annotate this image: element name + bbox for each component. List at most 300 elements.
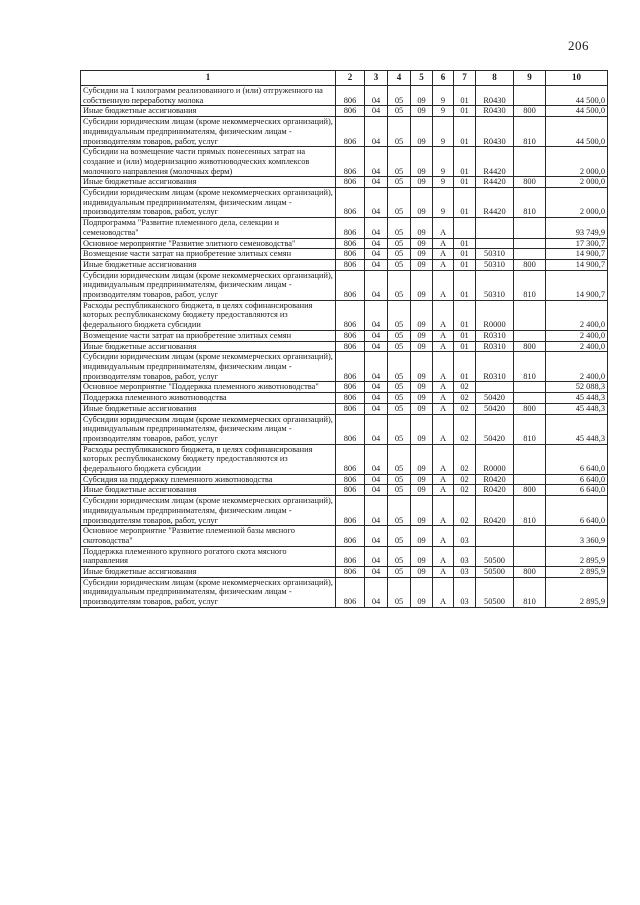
ministry-code: 806 bbox=[336, 106, 365, 117]
row-name: Расходы республиканского бюджета, в целях софинансирования которых республиканскому бюджету предоставляются из федерального бюджета субсидии bbox=[81, 444, 336, 474]
section-code: 04 bbox=[365, 567, 388, 578]
amount: 45 448,3 bbox=[546, 393, 608, 404]
program-code: 09 bbox=[411, 352, 433, 382]
program-code: 09 bbox=[411, 577, 433, 607]
ministry-code: 806 bbox=[336, 382, 365, 393]
amount: 6 640,0 bbox=[546, 444, 608, 474]
table-row bbox=[81, 403, 608, 414]
section-code: 04 bbox=[365, 117, 388, 147]
row-name: Субсидии юридическим лицам (кроме некоммерческих организаций), индивидуальным предпринимателям, физическим лицам - производителям товаров, работ, услуг bbox=[81, 577, 336, 607]
expense-type-code: 800 bbox=[514, 341, 546, 352]
amount: 93 749,9 bbox=[546, 218, 608, 238]
activity-code: 02 bbox=[454, 485, 476, 496]
expense-type-code bbox=[514, 393, 546, 404]
expense-type-code: 800 bbox=[514, 567, 546, 578]
activity-code: 02 bbox=[454, 403, 476, 414]
ministry-code: 806 bbox=[336, 414, 365, 444]
expense-type-code: 810 bbox=[514, 188, 546, 218]
program-code: 09 bbox=[411, 330, 433, 341]
table-row bbox=[81, 567, 608, 578]
subprogram-code: А bbox=[433, 249, 454, 260]
activity-code: 01 bbox=[454, 86, 476, 106]
subprogram-code: А bbox=[433, 259, 454, 270]
activity-code: 01 bbox=[454, 330, 476, 341]
amount: 52 088,3 bbox=[546, 382, 608, 393]
row-name: Основное мероприятие "Развитие элитного семеноводства" bbox=[81, 238, 336, 249]
amount: 2 400,0 bbox=[546, 330, 608, 341]
section-code: 04 bbox=[365, 218, 388, 238]
subsection-code: 05 bbox=[388, 341, 411, 352]
column-header: 9 bbox=[514, 71, 546, 86]
row-name: Субсидия на поддержку племенного животноводства bbox=[81, 474, 336, 485]
subsection-code: 05 bbox=[388, 414, 411, 444]
subprogram-code: А bbox=[433, 567, 454, 578]
program-code: 09 bbox=[411, 414, 433, 444]
subprogram-code: А bbox=[433, 218, 454, 238]
amount: 6 640,0 bbox=[546, 474, 608, 485]
ministry-code: 806 bbox=[336, 147, 365, 177]
column-header: 6 bbox=[433, 71, 454, 86]
section-code: 04 bbox=[365, 382, 388, 393]
table-row bbox=[81, 147, 608, 177]
ministry-code: 806 bbox=[336, 117, 365, 147]
expense-type-code: 800 bbox=[514, 259, 546, 270]
expense-direction-code: 50310 bbox=[476, 259, 514, 270]
program-code: 09 bbox=[411, 341, 433, 352]
activity-code: 01 bbox=[454, 270, 476, 300]
column-header: 2 bbox=[336, 71, 365, 86]
section-code: 04 bbox=[365, 577, 388, 607]
section-code: 04 bbox=[365, 352, 388, 382]
ministry-code: 806 bbox=[336, 393, 365, 404]
activity-code bbox=[454, 218, 476, 238]
program-code: 09 bbox=[411, 403, 433, 414]
section-code: 04 bbox=[365, 188, 388, 218]
subprogram-code: А bbox=[433, 330, 454, 341]
expense-direction-code: R4420 bbox=[476, 177, 514, 188]
section-code: 04 bbox=[365, 496, 388, 526]
amount: 2 000,0 bbox=[546, 147, 608, 177]
amount: 2 895,9 bbox=[546, 567, 608, 578]
activity-code: 01 bbox=[454, 249, 476, 260]
program-code: 09 bbox=[411, 177, 433, 188]
row-name: Иные бюджетные ассигнования bbox=[81, 485, 336, 496]
program-code: 09 bbox=[411, 218, 433, 238]
row-name: Субсидии юридическим лицам (кроме некоммерческих организаций), индивидуальным предпринимателям, физическим лицам - производителям товаров, работ, услуг bbox=[81, 270, 336, 300]
table-row bbox=[81, 382, 608, 393]
section-code: 04 bbox=[365, 106, 388, 117]
page-number: 206 bbox=[568, 38, 589, 53]
section-code: 04 bbox=[365, 444, 388, 474]
table-row bbox=[81, 526, 608, 546]
amount: 14 900,7 bbox=[546, 259, 608, 270]
expense-type-code bbox=[514, 382, 546, 393]
table-row bbox=[81, 341, 608, 352]
section-code: 04 bbox=[365, 403, 388, 414]
row-name: Поддержка племенного крупного рогатого скота мясного направления bbox=[81, 546, 336, 566]
section-code: 04 bbox=[365, 341, 388, 352]
ministry-code: 806 bbox=[336, 474, 365, 485]
table-body bbox=[81, 86, 608, 608]
subsection-code: 05 bbox=[388, 330, 411, 341]
subprogram-code: А bbox=[433, 238, 454, 249]
row-name: Основное мероприятие "Поддержка племенного животноводства" bbox=[81, 382, 336, 393]
subsection-code: 05 bbox=[388, 382, 411, 393]
table-row bbox=[81, 352, 608, 382]
ministry-code: 806 bbox=[336, 259, 365, 270]
program-code: 09 bbox=[411, 249, 433, 260]
subsection-code: 05 bbox=[388, 177, 411, 188]
row-name: Иные бюджетные ассигнования bbox=[81, 106, 336, 117]
activity-code: 02 bbox=[454, 474, 476, 485]
subsection-code: 05 bbox=[388, 567, 411, 578]
table-row bbox=[81, 546, 608, 566]
expense-type-code: 810 bbox=[514, 414, 546, 444]
subprogram-code: 9 bbox=[433, 147, 454, 177]
section-code: 04 bbox=[365, 546, 388, 566]
amount: 6 640,0 bbox=[546, 496, 608, 526]
row-name: Субсидии юридическим лицам (кроме некоммерческих организаций), индивидуальным предпринимателям, физическим лицам - производителям товаров, работ, услуг bbox=[81, 496, 336, 526]
subprogram-code: А bbox=[433, 403, 454, 414]
row-name: Субсидии на 1 килограмм реализованного и (или) отгруженного на собственную переработку молока bbox=[81, 86, 336, 106]
expense-direction-code: R0000 bbox=[476, 300, 514, 330]
table-row bbox=[81, 496, 608, 526]
ministry-code: 806 bbox=[336, 577, 365, 607]
expense-type-code bbox=[514, 444, 546, 474]
expense-direction-code: 50420 bbox=[476, 414, 514, 444]
expense-direction-code bbox=[476, 238, 514, 249]
subprogram-code: А bbox=[433, 444, 454, 474]
expense-direction-code: R0310 bbox=[476, 341, 514, 352]
expense-type-code: 810 bbox=[514, 270, 546, 300]
row-name: Субсидии на возмещение части прямых понесенных затрат на создание и (или) модернизацию животноводческих комплексов молочного направления (молочных ферм) bbox=[81, 147, 336, 177]
program-code: 09 bbox=[411, 259, 433, 270]
expense-direction-code: R4420 bbox=[476, 188, 514, 218]
subprogram-code: 9 bbox=[433, 177, 454, 188]
program-code: 09 bbox=[411, 567, 433, 578]
expense-direction-code: R0430 bbox=[476, 106, 514, 117]
program-code: 09 bbox=[411, 474, 433, 485]
header-row bbox=[81, 71, 608, 86]
section-code: 04 bbox=[365, 330, 388, 341]
expense-type-code: 810 bbox=[514, 117, 546, 147]
amount: 3 360,9 bbox=[546, 526, 608, 546]
table-row bbox=[81, 238, 608, 249]
activity-code: 01 bbox=[454, 117, 476, 147]
table-row bbox=[81, 249, 608, 260]
activity-code: 01 bbox=[454, 352, 476, 382]
row-name: Субсидии юридическим лицам (кроме некоммерческих организаций), индивидуальным предпринимателям, физическим лицам - производителям товаров, работ, услуг bbox=[81, 117, 336, 147]
amount: 2 400,0 bbox=[546, 341, 608, 352]
program-code: 09 bbox=[411, 526, 433, 546]
expense-type-code: 800 bbox=[514, 106, 546, 117]
program-code: 09 bbox=[411, 238, 433, 249]
ministry-code: 806 bbox=[336, 270, 365, 300]
activity-code: 01 bbox=[454, 188, 476, 218]
subsection-code: 05 bbox=[388, 270, 411, 300]
subsection-code: 05 bbox=[388, 403, 411, 414]
expense-direction-code: 50420 bbox=[476, 393, 514, 404]
amount: 17 300,7 bbox=[546, 238, 608, 249]
expense-direction-code bbox=[476, 218, 514, 238]
ministry-code: 806 bbox=[336, 330, 365, 341]
section-code: 04 bbox=[365, 300, 388, 330]
activity-code: 01 bbox=[454, 238, 476, 249]
amount: 2 400,0 bbox=[546, 352, 608, 382]
activity-code: 02 bbox=[454, 414, 476, 444]
table-row bbox=[81, 177, 608, 188]
row-name: Иные бюджетные ассигнования bbox=[81, 567, 336, 578]
ministry-code: 806 bbox=[336, 567, 365, 578]
table-row bbox=[81, 270, 608, 300]
expense-type-code bbox=[514, 86, 546, 106]
activity-code: 01 bbox=[454, 300, 476, 330]
table-row bbox=[81, 188, 608, 218]
subsection-code: 05 bbox=[388, 106, 411, 117]
subsection-code: 05 bbox=[388, 218, 411, 238]
expense-direction-code: R0420 bbox=[476, 474, 514, 485]
subsection-code: 05 bbox=[388, 117, 411, 147]
amount: 45 448,3 bbox=[546, 414, 608, 444]
amount: 14 900,7 bbox=[546, 249, 608, 260]
subsection-code: 05 bbox=[388, 485, 411, 496]
activity-code: 01 bbox=[454, 177, 476, 188]
ministry-code: 806 bbox=[336, 444, 365, 474]
column-header: 10 bbox=[546, 71, 608, 86]
activity-code: 03 bbox=[454, 546, 476, 566]
amount: 2 000,0 bbox=[546, 177, 608, 188]
amount: 44 500,0 bbox=[546, 86, 608, 106]
expense-type-code bbox=[514, 330, 546, 341]
row-name: Иные бюджетные ассигнования bbox=[81, 177, 336, 188]
ministry-code: 806 bbox=[336, 496, 365, 526]
program-code: 09 bbox=[411, 117, 433, 147]
subprogram-code: А bbox=[433, 382, 454, 393]
expense-direction-code: 50310 bbox=[476, 270, 514, 300]
expense-direction-code: 50310 bbox=[476, 249, 514, 260]
table-row bbox=[81, 330, 608, 341]
ministry-code: 806 bbox=[336, 300, 365, 330]
subprogram-code: А bbox=[433, 526, 454, 546]
subsection-code: 05 bbox=[388, 147, 411, 177]
program-code: 09 bbox=[411, 188, 433, 218]
subprogram-code: А bbox=[433, 300, 454, 330]
expense-direction-code: R0310 bbox=[476, 352, 514, 382]
activity-code: 01 bbox=[454, 106, 476, 117]
program-code: 09 bbox=[411, 382, 433, 393]
subsection-code: 05 bbox=[388, 86, 411, 106]
expense-direction-code: R0000 bbox=[476, 444, 514, 474]
program-code: 09 bbox=[411, 444, 433, 474]
amount: 2 000,0 bbox=[546, 188, 608, 218]
program-code: 09 bbox=[411, 485, 433, 496]
amount: 44 500,0 bbox=[546, 117, 608, 147]
expense-direction-code: R0420 bbox=[476, 485, 514, 496]
activity-code: 03 bbox=[454, 577, 476, 607]
subprogram-code: А bbox=[433, 474, 454, 485]
row-name: Иные бюджетные ассигнования bbox=[81, 259, 336, 270]
activity-code: 02 bbox=[454, 393, 476, 404]
ministry-code: 806 bbox=[336, 177, 365, 188]
subprogram-code: 9 bbox=[433, 188, 454, 218]
program-code: 09 bbox=[411, 147, 433, 177]
subprogram-code: 9 bbox=[433, 117, 454, 147]
subsection-code: 05 bbox=[388, 546, 411, 566]
amount: 44 500,0 bbox=[546, 106, 608, 117]
table-row bbox=[81, 218, 608, 238]
amount: 2 895,9 bbox=[546, 577, 608, 607]
subprogram-code: А bbox=[433, 485, 454, 496]
expense-type-code: 800 bbox=[514, 485, 546, 496]
activity-code: 01 bbox=[454, 147, 476, 177]
column-header: 3 bbox=[365, 71, 388, 86]
subsection-code: 05 bbox=[388, 496, 411, 526]
ministry-code: 806 bbox=[336, 341, 365, 352]
expense-type-code bbox=[514, 238, 546, 249]
table-row bbox=[81, 300, 608, 330]
ministry-code: 806 bbox=[336, 485, 365, 496]
expense-type-code: 810 bbox=[514, 352, 546, 382]
budget-table bbox=[80, 70, 608, 608]
expense-type-code bbox=[514, 218, 546, 238]
subprogram-code: А bbox=[433, 341, 454, 352]
table-row bbox=[81, 474, 608, 485]
section-code: 04 bbox=[365, 485, 388, 496]
subsection-code: 05 bbox=[388, 188, 411, 218]
activity-code: 03 bbox=[454, 567, 476, 578]
ministry-code: 806 bbox=[336, 546, 365, 566]
expense-type-code: 810 bbox=[514, 496, 546, 526]
ministry-code: 806 bbox=[336, 86, 365, 106]
activity-code: 03 bbox=[454, 526, 476, 546]
expense-type-code bbox=[514, 526, 546, 546]
table-row bbox=[81, 86, 608, 106]
expense-direction-code: 50420 bbox=[476, 403, 514, 414]
subprogram-code: А bbox=[433, 577, 454, 607]
section-code: 04 bbox=[365, 393, 388, 404]
row-name: Иные бюджетные ассигнования bbox=[81, 403, 336, 414]
section-code: 04 bbox=[365, 249, 388, 260]
expense-type-code: 800 bbox=[514, 177, 546, 188]
section-code: 04 bbox=[365, 177, 388, 188]
amount: 2 895,9 bbox=[546, 546, 608, 566]
expense-direction-code: R0430 bbox=[476, 86, 514, 106]
row-name: Возмещение части затрат на приобретение элитных семян bbox=[81, 330, 336, 341]
table-row bbox=[81, 393, 608, 404]
table-row bbox=[81, 577, 608, 607]
table-row bbox=[81, 444, 608, 474]
subprogram-code: А bbox=[433, 546, 454, 566]
column-header: 7 bbox=[454, 71, 476, 86]
amount: 14 900,7 bbox=[546, 270, 608, 300]
subsection-code: 05 bbox=[388, 393, 411, 404]
activity-code: 02 bbox=[454, 444, 476, 474]
expense-type-code bbox=[514, 546, 546, 566]
row-name: Субсидии юридическим лицам (кроме некоммерческих организаций), индивидуальным предпринимателям, физическим лицам - производителям товаров, работ, услуг bbox=[81, 188, 336, 218]
ministry-code: 806 bbox=[336, 352, 365, 382]
expense-type-code: 800 bbox=[514, 403, 546, 414]
amount: 6 640,0 bbox=[546, 485, 608, 496]
expense-direction-code bbox=[476, 382, 514, 393]
activity-code: 02 bbox=[454, 382, 476, 393]
amount: 45 448,3 bbox=[546, 403, 608, 414]
section-code: 04 bbox=[365, 270, 388, 300]
subsection-code: 05 bbox=[388, 249, 411, 260]
section-code: 04 bbox=[365, 147, 388, 177]
table-row bbox=[81, 117, 608, 147]
row-name: Субсидии юридическим лицам (кроме некоммерческих организаций), индивидуальным предпринимателям, физическим лицам - производителям товаров, работ, услуг bbox=[81, 414, 336, 444]
expense-direction-code: R0310 bbox=[476, 330, 514, 341]
expense-type-code: 810 bbox=[514, 577, 546, 607]
section-code: 04 bbox=[365, 259, 388, 270]
program-code: 09 bbox=[411, 393, 433, 404]
ministry-code: 806 bbox=[336, 249, 365, 260]
program-code: 09 bbox=[411, 106, 433, 117]
subsection-code: 05 bbox=[388, 444, 411, 474]
expense-direction-code: 50500 bbox=[476, 546, 514, 566]
expense-direction-code bbox=[476, 526, 514, 546]
section-code: 04 bbox=[365, 526, 388, 546]
program-code: 09 bbox=[411, 300, 433, 330]
subprogram-code: А bbox=[433, 352, 454, 382]
subprogram-code: 9 bbox=[433, 86, 454, 106]
subprogram-code: А bbox=[433, 393, 454, 404]
section-code: 04 bbox=[365, 474, 388, 485]
row-name: Расходы республиканского бюджета, в целях софинансирования которых республиканскому бюджету предоставляются из федерального бюджета субсидии bbox=[81, 300, 336, 330]
subsection-code: 05 bbox=[388, 259, 411, 270]
section-code: 04 bbox=[365, 86, 388, 106]
table-row bbox=[81, 106, 608, 117]
program-code: 09 bbox=[411, 496, 433, 526]
table-row bbox=[81, 259, 608, 270]
ministry-code: 806 bbox=[336, 526, 365, 546]
expense-type-code bbox=[514, 147, 546, 177]
row-name: Иные бюджетные ассигнования bbox=[81, 341, 336, 352]
expense-direction-code: R0420 bbox=[476, 496, 514, 526]
table-row bbox=[81, 485, 608, 496]
expense-type-code bbox=[514, 300, 546, 330]
section-code: 04 bbox=[365, 414, 388, 444]
column-header: 4 bbox=[388, 71, 411, 86]
program-code: 09 bbox=[411, 546, 433, 566]
row-name: Подпрограмма "Развитие племенного дела, селекции и семеноводства" bbox=[81, 218, 336, 238]
column-header: 8 bbox=[476, 71, 514, 86]
expense-type-code bbox=[514, 249, 546, 260]
subsection-code: 05 bbox=[388, 352, 411, 382]
table-row bbox=[81, 414, 608, 444]
subprogram-code: 9 bbox=[433, 106, 454, 117]
expense-direction-code: 50500 bbox=[476, 577, 514, 607]
activity-code: 01 bbox=[454, 341, 476, 352]
ministry-code: 806 bbox=[336, 403, 365, 414]
ministry-code: 806 bbox=[336, 218, 365, 238]
activity-code: 02 bbox=[454, 496, 476, 526]
section-code: 04 bbox=[365, 238, 388, 249]
ministry-code: 806 bbox=[336, 238, 365, 249]
ministry-code: 806 bbox=[336, 188, 365, 218]
program-code: 09 bbox=[411, 270, 433, 300]
expense-type-code bbox=[514, 474, 546, 485]
row-name: Субсидии юридическим лицам (кроме некоммерческих организаций), индивидуальным предпринимателям, физическим лицам - производителям товаров, работ, услуг bbox=[81, 352, 336, 382]
row-name: Основное мероприятие "Развитие племенной базы мясного скотоводства" bbox=[81, 526, 336, 546]
activity-code: 01 bbox=[454, 259, 476, 270]
subsection-code: 05 bbox=[388, 526, 411, 546]
amount: 2 400,0 bbox=[546, 300, 608, 330]
expense-direction-code: R0430 bbox=[476, 117, 514, 147]
subsection-code: 05 bbox=[388, 577, 411, 607]
subsection-code: 05 bbox=[388, 300, 411, 330]
subprogram-code: А bbox=[433, 496, 454, 526]
